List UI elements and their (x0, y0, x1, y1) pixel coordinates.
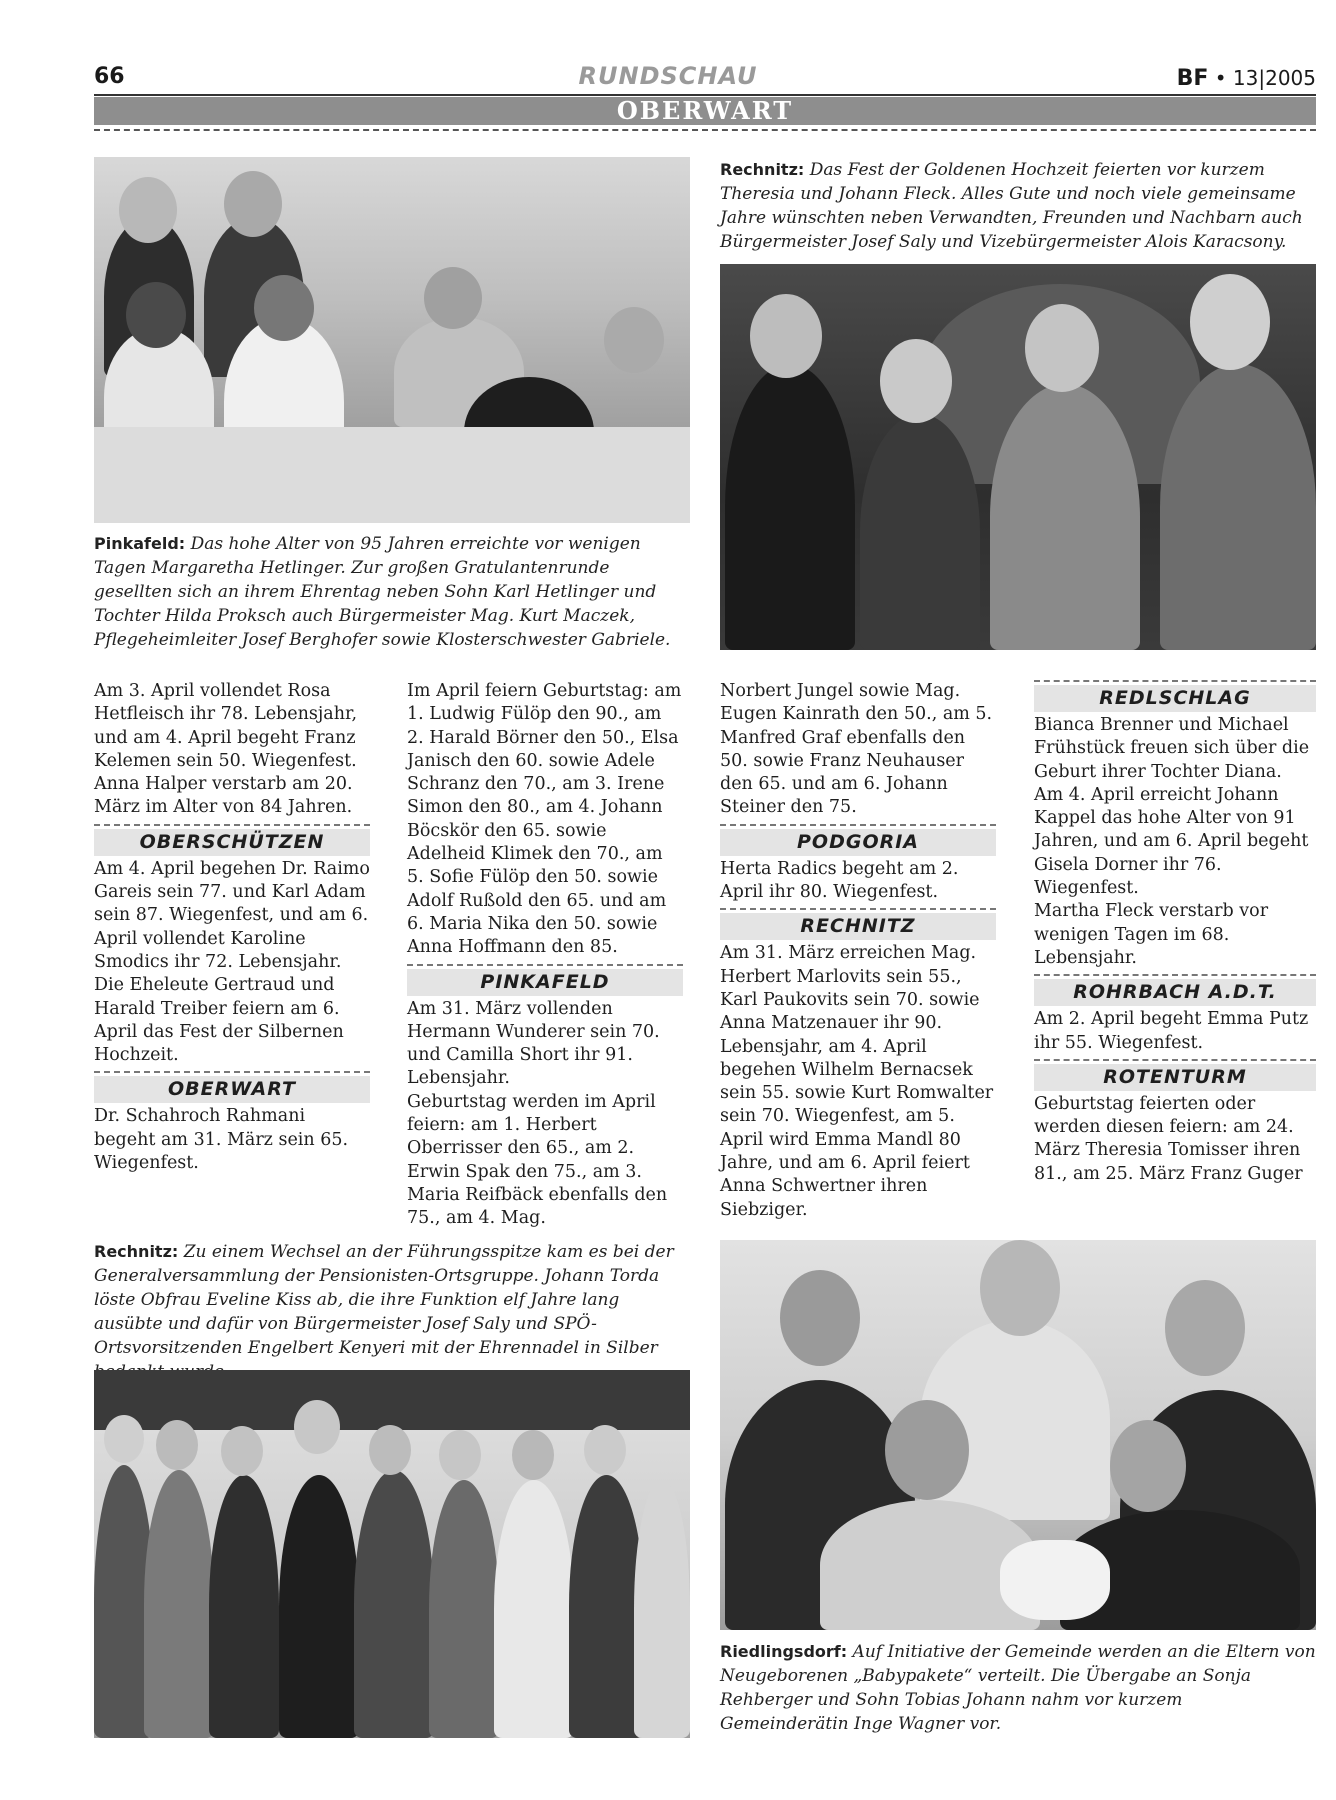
region-banner (94, 97, 1316, 125)
publication-name: BF (1176, 66, 1209, 91)
column-1 (94, 680, 370, 1175)
paragraph: Geburtstag feierten oder werden diesen feiern: am 24. März Theresia Tomisser ihren 81., am 25. März Franz Guger (1034, 1093, 1303, 1184)
photo-rechnitz-wedding (720, 264, 1316, 650)
paragraph: Am 4. April erreicht Johann Kappel das hohe Alter von 91 Jahren, und am 6. April begeht Gisela Dorner ihr 76. Wiegenfest. (1034, 784, 1309, 899)
caption-place: Pinkafeld: (94, 534, 186, 553)
caption-rechnitz-wedding (720, 158, 1316, 254)
caption-riedlingsdorf (720, 1640, 1316, 1736)
paragraph: Im April feiern Geburtstag: am 1. Ludwig Fülöp den 90., am 2. Harald Börner den 50., Elsa Janisch den 60. sowie Adele Schranz den 70., am 3. Irene Simon den 80., am 4. Johann Böcskör den 65. sowie Adelheid Klimek den 70., am 5. Sofie Fülöp den 50. sowie Adolf Rußold den 65. und am 6. Maria Nika den 50. sowie Anna Hoffmann den 85. (407, 681, 682, 958)
paragraph: Martha Fleck verstarb vor wenigen Tagen im 68. Lebensjahr. (1034, 901, 1269, 968)
paragraph: Herta Radics begeht am 2. April ihr 80. Wiegenfest. (720, 858, 959, 903)
photo-pinkafeld (94, 157, 690, 523)
column-4 (1034, 680, 1316, 1186)
caption-text: Das hohe Alter von 95 Jahren erreichte vor wenigen Tagen Margaretha Hetlinger. Zur großen Gratulantenrunde gesellten sich an ihrem Ehrentag neben Sohn Karl Hetlinger und Tochter Hilda Proksch auch Bürgermeister Mag. Kurt Maczek, Pflegeheimleiter Josef Berghofer sowie Klosterschwester Gabriele. (94, 534, 671, 650)
paragraph: Norbert Jungel sowie Mag. Eugen Kainrath den 50., am 5. Manfred Graf ebenfalls den 50. sowie Franz Neuhauser den 65. und am 6. Johann Steiner den 75. (720, 681, 993, 818)
town-header-oberwart: OBERWART (94, 1071, 370, 1103)
paragraph: Am 4. April begehen Dr. Raimo Gareis sein 77. und Karl Adam sein 87. Wiegenfest, und am 6. April vollendet Karoline Smodics ihr 72. Lebensjahr. (94, 858, 370, 972)
caption-pinkafeld (94, 532, 690, 652)
town-header-rechnitz: RECHNITZ (720, 908, 996, 940)
paragraph: Am 31. März erreichen Mag. Herbert Marlovits sein 55., Karl Paukovits sein 70. sowie Anna Matzenauer ihr 90. Lebensjahr, am 4. April begehen Wilhelm Bernacsek sein 55. sowie Kurt Romwalter sein 70. Wiegenfest, am 5. April wird Emma Mandl 80 Jahre, und am 6. April feiert Anna Schwertner ihren Siebziger. (720, 943, 994, 1220)
caption-text: Das Fest der Goldenen Hochzeit feierten vor kurzem Theresia und Johann Fleck. Alles Gute und noch viele gemeinsame Jahre wünschten neben Verwandten, Freunden und Nachbarn auch Bürgermeister Josef Saly und Vizebürgermeister Alois Karacsony. (720, 160, 1303, 252)
caption-place: Rechnitz: (94, 1242, 179, 1261)
photo-riedlingsdorf (720, 1240, 1316, 1630)
column-2 (407, 680, 683, 1231)
paragraph: Am 3. April vollendet Rosa Hetfleisch ihr 78. Lebensjahr, und am 4. April begeht Franz Kelemen sein 50. Wiegenfest. Anna Halper verstarb am 20. März im Alter von 84 Jahren. (94, 681, 358, 818)
caption-place: Riedlingsdorf: (720, 1642, 848, 1661)
town-header-pinkafeld: PINKAFELD (407, 964, 683, 996)
caption-text: Auf Initiative der Gemeinde werden an die Eltern von Neugeborenen „Babypakete“ verteilt. Die Übergabe an Sonja Rehberger und Sohn Tobias Johann nahm vor kurzem Gemeinderätin Inge Wagner vor. (720, 1642, 1316, 1734)
paragraph: Am 2. April begeht Emma Putz ihr 55. Wiegenfest. (1034, 1009, 1309, 1053)
photo-rechnitz-pensioners (94, 1370, 690, 1738)
issue-number: • 13|2005 (1214, 66, 1316, 90)
paragraph: Dr. Schahroch Rahmani begeht am 31. März sein 65. Wiegenfest. (94, 1106, 349, 1174)
page-number: 66 (94, 64, 125, 89)
column-3 (720, 680, 996, 1222)
caption-place: Rechnitz: (720, 160, 805, 179)
section-title: RUNDSCHAU (578, 62, 758, 90)
paragraph: Geburtstag werden im April feiern: am 1. Herbert Oberrisser den 65., am 2. Erwin Spak den 75., am 3. Maria Reifbäck ebenfalls den 75., am 4. Mag. (407, 1091, 668, 1229)
town-header-rotenturm: ROTENTURM (1034, 1059, 1316, 1091)
caption-text: Zu einem Wechsel an der Führungsspitze kam es bei der Generalversammlung der Pensionisten-Ortsgruppe. Johann Torda löste Obfrau Eveline Kiss ab, die ihre Funktion elf Jahre lang ausübte und dafür von Bürgermeister Josef Saly und SPÖ-Ortsvorsitzenden Engelbert Kenyeri mit der Ehrennadel in Silber (94, 1242, 674, 1358)
paragraph: Am 31. März vollenden Hermann Wunderer sein 70. und Camilla Short ihr 91. Lebensjahr. (407, 998, 660, 1089)
issue-info (1177, 66, 1316, 91)
town-header-podgoria: PODGORIA (720, 824, 996, 856)
caption-rechnitz-pensioners (94, 1240, 690, 1384)
paragraph: Die Eheleute Gertraud und Harald Treiber feiern am 6. April das Fest der Silbernen Hochzeit. (94, 975, 344, 1066)
town-header-redlschlag: REDLSCHLAG (1034, 680, 1316, 712)
region-title: OBERWART (616, 96, 794, 125)
town-header-oberschuetzen: OBERSCHÜTZEN (94, 824, 370, 856)
paragraph: Bianca Brenner und Michael Frühstück freuen sich über die Geburt ihrer Tochter Diana. (1034, 715, 1310, 782)
dashed-divider (94, 129, 1316, 131)
town-header-rohrbach: ROHRBACH A.D.T. (1034, 974, 1316, 1006)
